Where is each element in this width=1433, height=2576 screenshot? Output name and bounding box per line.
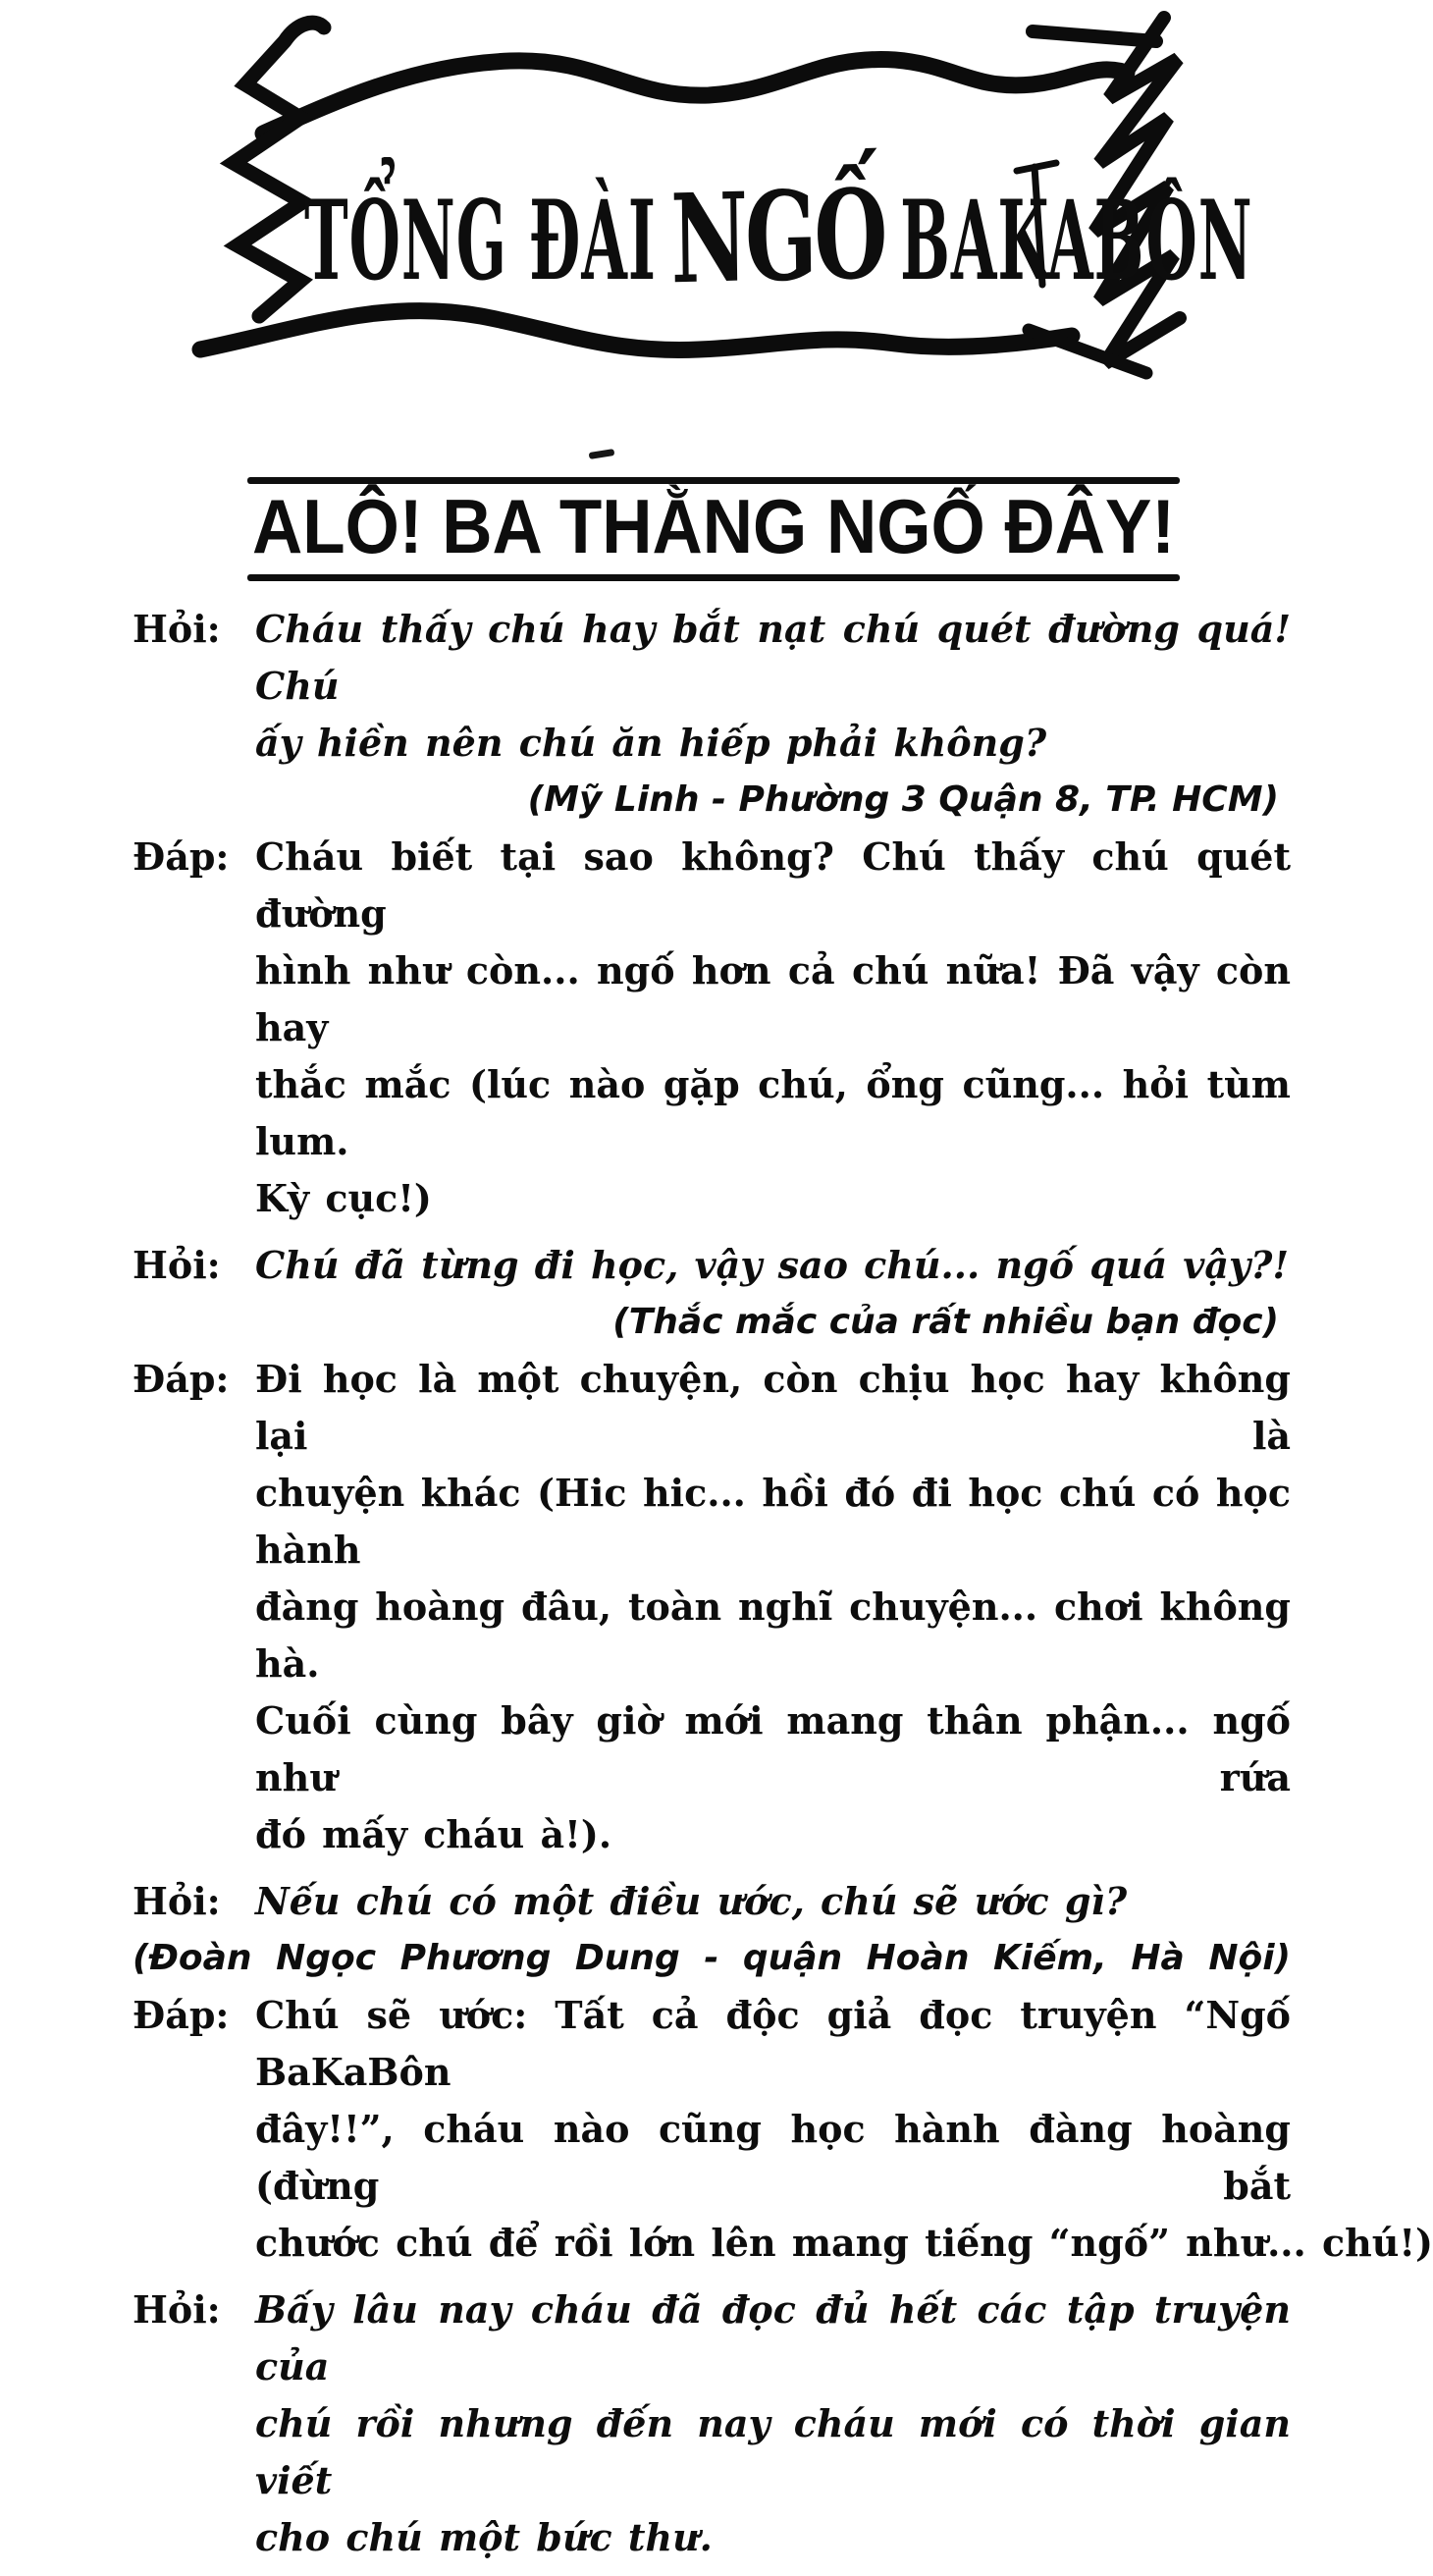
attribution: (Mỹ Linh - Phường 3 Quận 8, TP. HCM) <box>527 779 1279 820</box>
banner-title <box>304 162 1253 312</box>
answer-line: đàng hoàng đâu, toàn nghĩ chuyện... chơi không hà. <box>255 1584 1291 1686</box>
ink-dash <box>589 449 615 459</box>
section-heading <box>247 477 1180 581</box>
banner-title-highlight: NGỐ <box>669 162 886 312</box>
attribution: (Đoàn Ngọc Phương Dung - quận Hoàn Kiếm, Hà Nội) <box>133 1938 1291 1978</box>
answer-line: chước chú để rồi lớn lên mang tiếng “ngố” như... chú!) <box>255 2221 1433 2265</box>
answer-line: đây!!”, cháu nào cũng học hành đàng hoàng (đừng bắt <box>255 2107 1291 2208</box>
answer-line: thắc mắc (lúc nào gặp chú, ổng cũng... hỏi tùm lum. <box>255 1062 1291 1163</box>
answer-line: Cháu biết tại sao không? Chú thấy chú quét đường <box>255 834 1291 936</box>
banner-title-prefix: TỔNG ĐÀI <box>304 179 657 306</box>
answer-line: Cuối cùng bây giờ mới mang thân phận... ngố như rứa <box>255 1698 1291 1799</box>
question-label: Hỏi: <box>133 1879 221 1923</box>
answer-label: Đáp: <box>133 1357 230 1401</box>
question-line: Chú đã từng đi học, vậy sao chú... ngố quá vậy?! <box>255 1243 1290 1287</box>
question-label: Hỏi: <box>133 607 221 651</box>
attribution: (Thắc mắc của rất nhiều bạn đọc) <box>612 1302 1279 1342</box>
banner <box>186 4 1253 387</box>
answer-line: chuyện khác (Hic hic... hồi đó đi học chú có học hành <box>255 1471 1291 1572</box>
qa-column <box>133 601 1433 2576</box>
question-line: Cháu thấy chú hay bắt nạt chú quét đường quá! Chú <box>255 607 1291 708</box>
answer-line: đó mấy cháu à!). <box>255 1812 612 1856</box>
answer-line: Đi học là một chuyện, còn chịu học hay không lại là <box>255 1357 1291 1458</box>
answer-line: hình như còn... ngố hơn cả chú nữa! Đã vậy còn hay <box>255 948 1291 1049</box>
qa-block <box>133 1237 1291 1863</box>
question-label: Hỏi: <box>133 1243 221 1287</box>
question-line: cho chú một bức thư. <box>255 2515 713 2559</box>
heading-title: ALÔ! BA THẰNG NGỐ ĐÂY! <box>251 484 1176 570</box>
qa-block <box>133 1873 1433 2272</box>
answer-line: Chú sẽ ước: Tất cả độc giả đọc truyện “Ngố BaKaBôn <box>255 1993 1291 2094</box>
question-line: Nếu chú có một điều ước, chú sẽ ước gì? <box>255 1879 1128 1923</box>
question-line: ấy hiền nên chú ăn hiếp phải không? <box>255 721 1047 765</box>
answer-line: Kỳ cục!) <box>255 1176 432 1220</box>
qa-block <box>133 601 1291 1227</box>
answer-label: Đáp: <box>133 1993 230 2037</box>
banner-title-suffix: BAKABÔN <box>900 179 1253 306</box>
question-line: Bấy lâu nay cháu đã đọc đủ hết các tập truyện của <box>255 2287 1291 2388</box>
question-line: chú rồi nhưng đến nay cháu mới có thời gian viết <box>255 2401 1291 2502</box>
question-label: Hỏi: <box>133 2287 221 2332</box>
answer-label: Đáp: <box>133 834 230 879</box>
qa-block <box>133 2281 1291 2566</box>
